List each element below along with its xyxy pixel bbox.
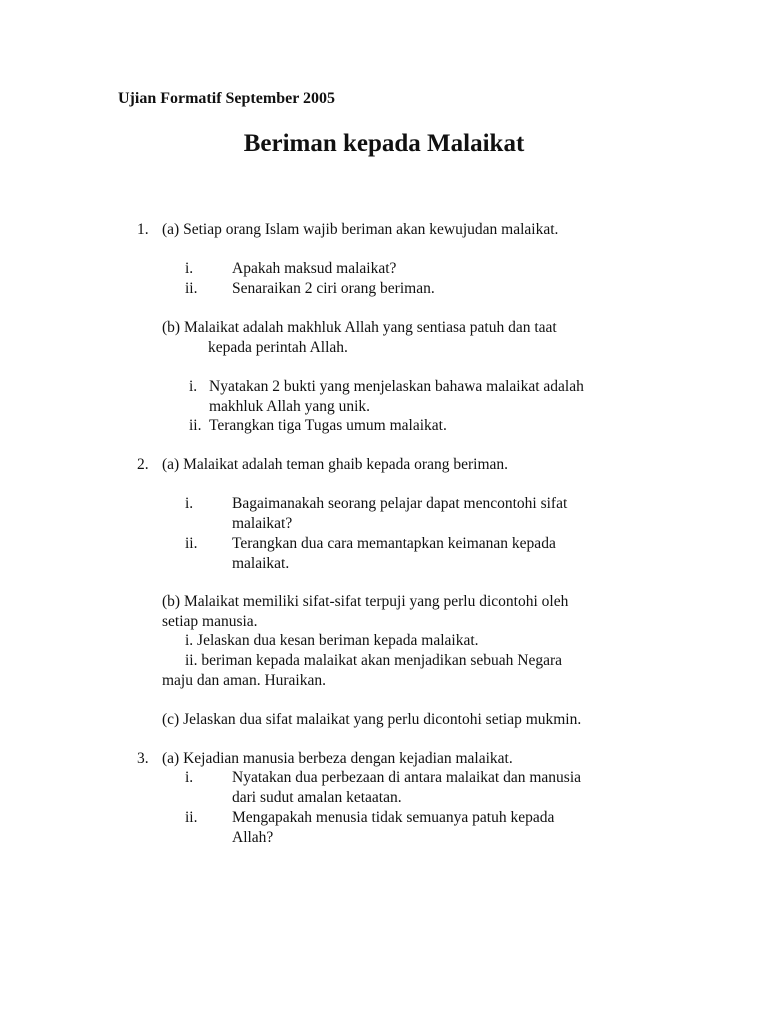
q1-b-i-line1: Nyatakan 2 bukti yang menjelaskan bahawa malaikat adalah bbox=[209, 378, 584, 395]
q2-a-i-line2: malaikat? bbox=[232, 515, 293, 532]
q2-b-ii-line2: maju dan aman. Huraikan. bbox=[162, 672, 326, 689]
q2-a-i-line1: Bagaimanakah seorang pelajar dapat mencontohi sifat bbox=[232, 495, 568, 512]
q2-a-ii-line1: Terangkan dua cara memantapkan keimanan kepada bbox=[232, 535, 556, 552]
q1-b-i-line2: makhluk Allah yang unik. bbox=[209, 398, 371, 415]
q1-b-line1: (b) Malaikat adalah makhluk Allah yang sentiasa patuh dan taat bbox=[162, 319, 557, 336]
q1-a-i-number: i. bbox=[185, 260, 194, 277]
q2-b-line1: (b) Malaikat memiliki sifat-sifat terpuji yang perlu dicontohi oleh bbox=[162, 593, 569, 610]
q1-a-i-text: Apakah maksud malaikat? bbox=[232, 260, 397, 277]
q2-b-ii-line1: ii. beriman kepada malaikat akan menjadikan sebuah Negara bbox=[185, 652, 563, 669]
q1-a-ii-number: ii. bbox=[185, 280, 198, 297]
q3-a-i-number: i. bbox=[185, 769, 194, 786]
q2-b-i-text: i. Jelaskan dua kesan beriman kepada malaikat. bbox=[185, 632, 479, 649]
q1-number: 1. bbox=[137, 221, 149, 238]
q3-number: 3. bbox=[137, 750, 149, 767]
q1-b-ii-text: Terangkan tiga Tugas umum malaikat. bbox=[209, 417, 447, 434]
q3-a-ii-number: ii. bbox=[185, 809, 198, 826]
q2-c-text: (c) Jelaskan dua sifat malaikat yang perlu dicontohi setiap mukmin. bbox=[162, 711, 582, 728]
q2-a-i-number: i. bbox=[185, 495, 194, 512]
q3-a-i-line1: Nyatakan dua perbezaan di antara malaikat dan manusia bbox=[232, 769, 582, 786]
q3-a-i-line2: dari sudut amalan ketaatan. bbox=[232, 789, 402, 806]
page-title: Beriman kepada Malaikat bbox=[243, 130, 525, 157]
q1-b-ii-number: ii. bbox=[189, 417, 202, 434]
q2-number: 2. bbox=[137, 456, 149, 473]
q3-a-ii-line1: Mengapakah menusia tidak semuanya patuh kepada bbox=[232, 809, 555, 826]
q1-b-line2: kepada perintah Allah. bbox=[208, 339, 348, 356]
exam-header: Ujian Formatif September 2005 bbox=[118, 90, 335, 107]
q2-a-ii-number: ii. bbox=[185, 535, 198, 552]
q3-a-ii-line2: Allah? bbox=[232, 829, 274, 846]
q2-b-line2: setiap manusia. bbox=[162, 613, 258, 630]
q1-b-i-number: i. bbox=[189, 378, 198, 395]
q1-a-ii-text: Senaraikan 2 ciri orang beriman. bbox=[232, 280, 435, 297]
q1-a-text: (a) Setiap orang Islam wajib beriman akan kewujudan malaikat. bbox=[162, 221, 559, 238]
q2-a-text: (a) Malaikat adalah teman ghaib kepada orang beriman. bbox=[162, 456, 509, 473]
q2-a-ii-line2: malaikat. bbox=[232, 555, 290, 572]
q3-a-text: (a) Kejadian manusia berbeza dengan kejadian malaikat. bbox=[162, 750, 513, 767]
